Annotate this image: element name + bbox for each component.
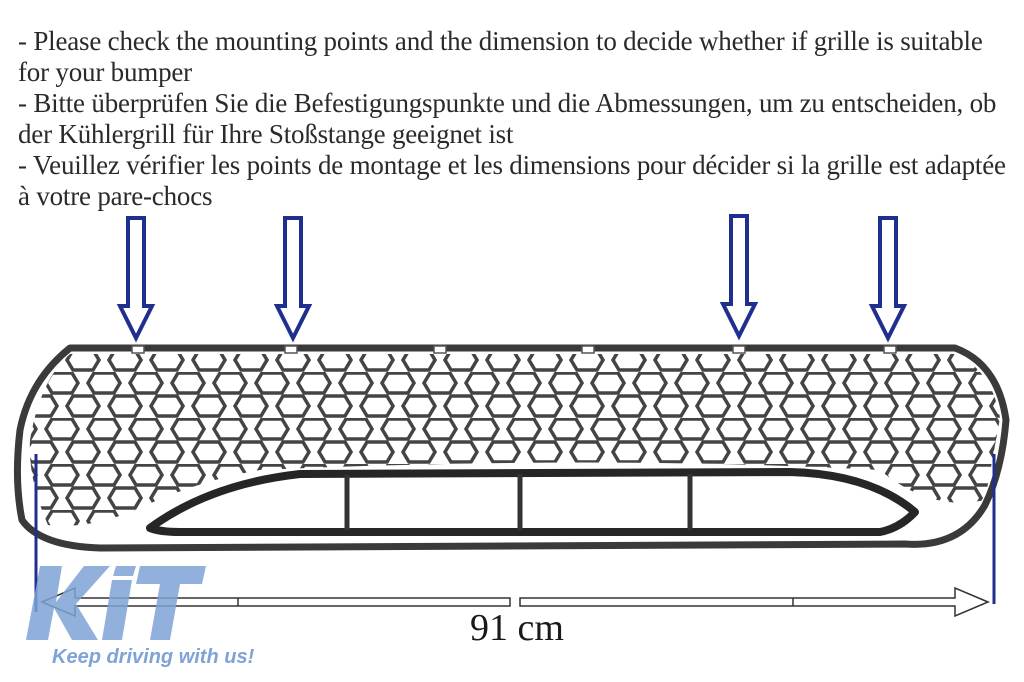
brand-tagline: Keep driving with us! bbox=[52, 646, 255, 668]
note-english: - Please check the mounting points and the dimension to decide whether if grille is suitable for your bumper bbox=[18, 26, 983, 87]
arrow-down-icon bbox=[120, 218, 152, 338]
arrow-down-icon bbox=[872, 218, 904, 338]
mounting-point-arrows bbox=[120, 216, 904, 338]
arrow-down-icon bbox=[277, 218, 309, 338]
note-french: - Veuillez vérifier les points de montage et les dimensions pour décider si la grille est adaptée à votre pare-chocs bbox=[18, 150, 1006, 211]
grille-lower-opening bbox=[150, 472, 915, 532]
note-german: - Bitte überprüfen Sie die Befestigungspunkte und die Abmessungen, um zu entscheiden, ob der Kühlergrill für Ihre Stoßstange geeignet ist bbox=[18, 88, 997, 149]
arrow-down-icon bbox=[723, 216, 755, 336]
dimension-label: 91 cm bbox=[470, 607, 564, 649]
